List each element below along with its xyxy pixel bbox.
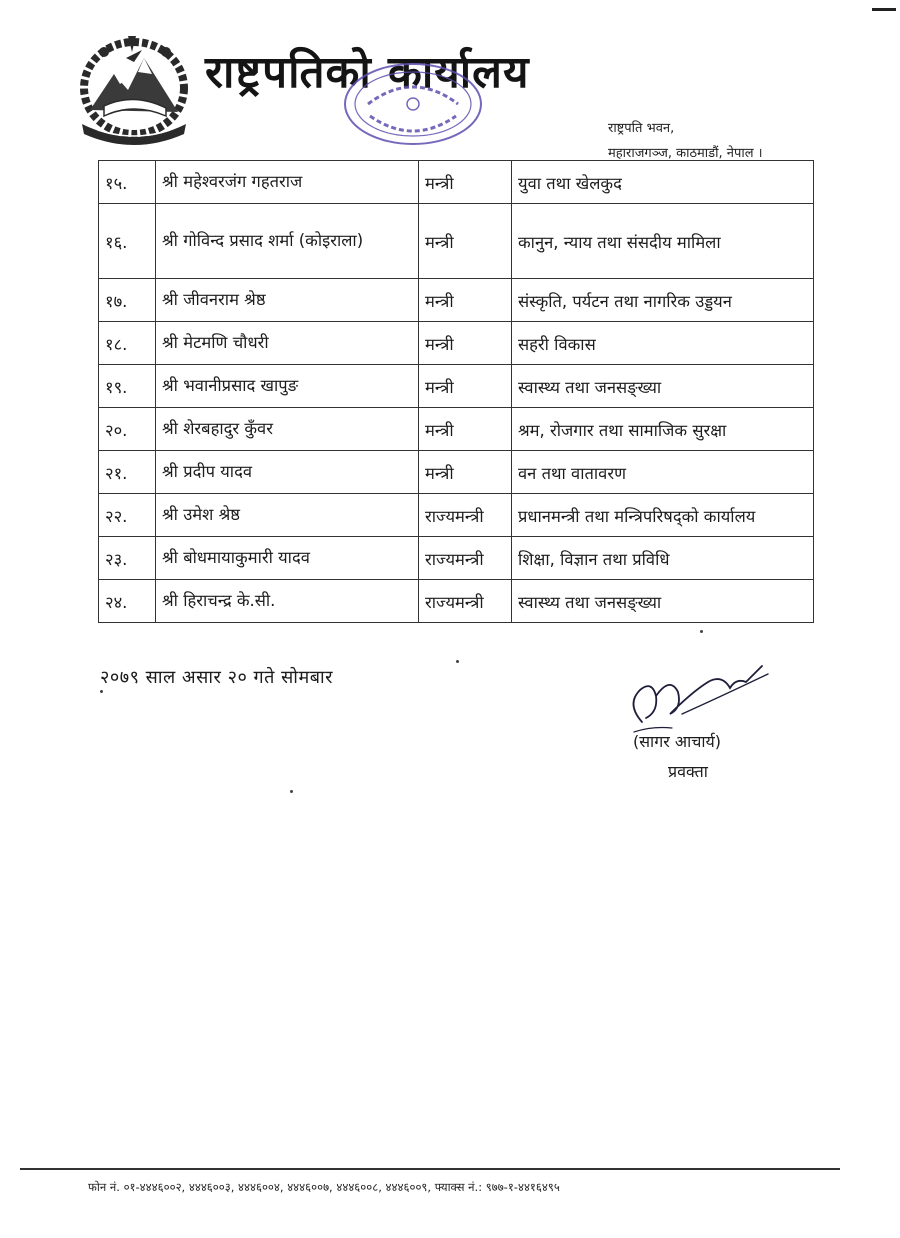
minister-name: श्री उमेश श्रेष्ठ bbox=[156, 494, 419, 537]
post-title: मन्त्री bbox=[419, 161, 512, 204]
ministers-table bbox=[98, 160, 814, 623]
signatory-name: (सागर आचार्य) bbox=[633, 732, 722, 751]
post-title: राज्यमन्त्री bbox=[419, 537, 512, 580]
minister-name: श्री जीवनराम श्रेष्ठ bbox=[156, 279, 419, 322]
scan-speck bbox=[456, 660, 459, 663]
ministry-name: युवा तथा खेलकुद bbox=[512, 161, 814, 204]
minister-name: श्री शेरबहादुर कुँवर bbox=[156, 408, 419, 451]
minister-name: श्री भवानीप्रसाद खापुङ bbox=[156, 365, 419, 408]
post-title: मन्त्री bbox=[419, 279, 512, 322]
table-row bbox=[99, 204, 814, 279]
ministry-name: संस्कृति, पर्यटन तथा नागरिक उड्डयन bbox=[512, 279, 814, 322]
ministry-name: स्वास्थ्य तथा जनसङ्ख्या bbox=[512, 365, 814, 408]
serial-number: १८. bbox=[99, 322, 156, 365]
serial-number: २४. bbox=[99, 580, 156, 623]
serial-number: १९. bbox=[99, 365, 156, 408]
ministry-name: वन तथा वातावरण bbox=[512, 451, 814, 494]
ministry-name: शिक्षा, विज्ञान तथा प्रविधि bbox=[512, 537, 814, 580]
scan-speck bbox=[100, 690, 103, 693]
table-row bbox=[99, 161, 814, 204]
scan-speck bbox=[700, 630, 703, 633]
signatory-title: प्रवक्ता bbox=[668, 762, 708, 781]
address-line-2: महाराजगञ्ज, काठमाडौं, नेपाल । bbox=[608, 146, 763, 161]
table-row bbox=[99, 408, 814, 451]
table-row bbox=[99, 451, 814, 494]
serial-number: १७. bbox=[99, 279, 156, 322]
post-title: मन्त्री bbox=[419, 451, 512, 494]
post-title: राज्यमन्त्री bbox=[419, 580, 512, 623]
ministry-name: प्रधानमन्त्री तथा मन्त्रिपरिषद्को कार्यालय bbox=[512, 494, 814, 537]
ministry-name: स्वास्थ्य तथा जनसङ्ख्या bbox=[512, 580, 814, 623]
table-row bbox=[99, 322, 814, 365]
footer-divider bbox=[20, 1168, 840, 1170]
table-row bbox=[99, 494, 814, 537]
serial-number: २०. bbox=[99, 408, 156, 451]
table-row bbox=[99, 537, 814, 580]
office-stamp-icon bbox=[338, 60, 488, 152]
table-row bbox=[99, 580, 814, 623]
post-title: मन्त्री bbox=[419, 322, 512, 365]
scan-speck bbox=[290, 790, 293, 793]
post-title: मन्त्री bbox=[419, 408, 512, 451]
serial-number: १६. bbox=[99, 204, 156, 279]
address-line-1: राष्ट्रपति भवन, bbox=[608, 121, 675, 136]
ministry-name: कानुन, न्याय तथा संसदीय मामिला bbox=[512, 204, 814, 279]
minister-name: श्री प्रदीप यादव bbox=[156, 451, 419, 494]
nepal-emblem-icon bbox=[68, 28, 200, 146]
ministry-name: सहरी विकास bbox=[512, 322, 814, 365]
minister-name: श्री हिराचन्द्र के.सी. bbox=[156, 580, 419, 623]
minister-name: श्री गोविन्द प्रसाद शर्मा (कोइराला) bbox=[156, 204, 419, 279]
footer-contact: फोन नं. ०१-४४४६००२, ४४४६००३, ४४४६००४, ४४४६००७, ४४४६००८, ४४४६००९, फ्याक्स नं.: ९७७-१-४४१६४९५ bbox=[88, 1180, 560, 1194]
office-title: राष्ट्रपतिको कार्यालय bbox=[205, 47, 530, 98]
serial-number: २१. bbox=[99, 451, 156, 494]
scan-corner-mark bbox=[872, 8, 896, 11]
ministry-name: श्रम, रोजगार तथा सामाजिक सुरक्षा bbox=[512, 408, 814, 451]
serial-number: १५. bbox=[99, 161, 156, 204]
table-row bbox=[99, 279, 814, 322]
minister-name: श्री बोधमायाकुमारी यादव bbox=[156, 537, 419, 580]
minister-name: श्री महेश्वरजंग गहतराज bbox=[156, 161, 419, 204]
post-title: मन्त्री bbox=[419, 204, 512, 279]
serial-number: २३. bbox=[99, 537, 156, 580]
table-row bbox=[99, 365, 814, 408]
serial-number: २२. bbox=[99, 494, 156, 537]
date-line: २०७९ साल असार २० गते सोमबार bbox=[100, 667, 334, 688]
office-address bbox=[608, 116, 763, 166]
minister-name: श्री मेटमणि चौधरी bbox=[156, 322, 419, 365]
post-title: राज्यमन्त्री bbox=[419, 494, 512, 537]
post-title: मन्त्री bbox=[419, 365, 512, 408]
signature-icon bbox=[612, 652, 772, 737]
